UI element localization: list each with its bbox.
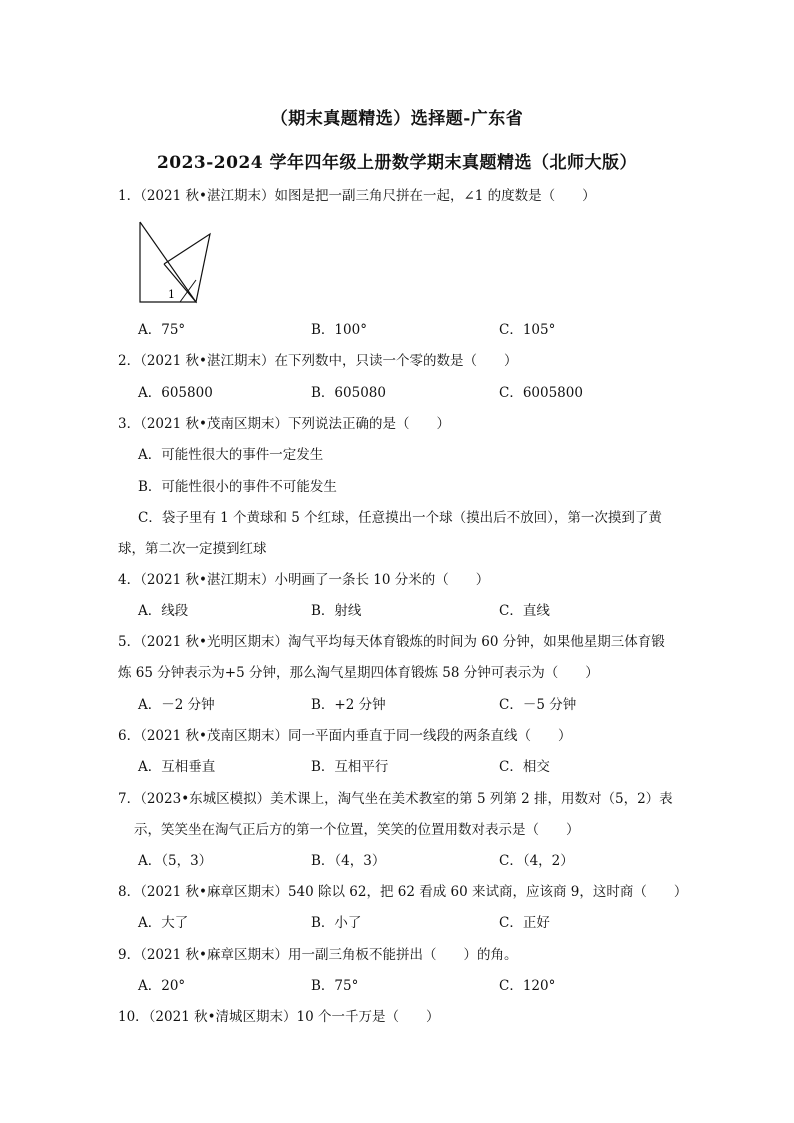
- q8-option-b: B．小了: [311, 915, 362, 931]
- q8-option-c: C．正好: [499, 915, 550, 931]
- q7-option-b: B．（4，3）: [311, 853, 386, 869]
- q9-option-c: C．120°: [499, 978, 556, 994]
- q3-option-b: B．可能性很小的事件不可能发生: [138, 479, 337, 495]
- q3-option-c-continued: 球，第二次一定摸到红球: [118, 541, 267, 557]
- q9-option-a: A．20°: [138, 978, 186, 994]
- question-2-text: 2．（2021 秋•湛江期末）在下列数中，只读一个零的数是（ ）: [118, 353, 518, 369]
- q1-option-b: B．100°: [311, 322, 367, 338]
- question-5-text-line2: 炼 65 分钟表示为+5 分钟，那么淘气星期四体育锻炼 58 分钟可表示为（ ）: [118, 665, 599, 681]
- q8-option-a: A．大了: [138, 915, 189, 931]
- q2-option-b: B．605080: [311, 385, 386, 401]
- question-5-text-line1: 5．（2021 秋•光明区期末）淘气平均每天体育锻炼的时间为 60 分钟，如果他星期三体育锻: [118, 634, 665, 650]
- q4-option-b: B．射线: [311, 603, 362, 619]
- q1-option-c: C．105°: [499, 322, 556, 338]
- q4-option-a: A．线段: [138, 603, 189, 619]
- document-title-line1: （期末真题精选）选择题-广东省: [270, 109, 524, 129]
- q4-option-c: C．直线: [499, 603, 550, 619]
- question-1-text: 1．（2021 秋•湛江期末）如图是把一副三角尺拼在一起，∠1 的度数是（ ）: [118, 188, 596, 204]
- question-3-text: 3．（2021 秋•茂南区期末）下列说法正确的是（ ）: [118, 416, 450, 432]
- q5-option-c: C．－5 分钟: [499, 697, 577, 713]
- q3-option-a: A．可能性很大的事件一定发生: [138, 447, 324, 463]
- question-7-text-line2: 示，笑笑坐在淘气正后方的第一个位置，笑笑的位置用数对表示是（ ）: [134, 822, 580, 838]
- q7-option-a: A．（5，3）: [138, 853, 213, 869]
- q2-option-a: A．605800: [138, 385, 213, 401]
- q6-option-c: C．相交: [499, 759, 550, 775]
- q1-option-a: A．75°: [138, 322, 186, 338]
- q2-option-c: C．6005800: [499, 385, 583, 401]
- question-9-text: 9．（2021 秋•麻章区期末）用一副三角板不能拼出（ ）的角。: [118, 947, 518, 963]
- question-8-text: 8．（2021 秋•麻章区期末）540 除以 62，把 62 看成 60 来试商，应该商 9，这时商（ ）: [118, 884, 688, 900]
- question-7-text-line1: 7．（2023•东城区模拟）美术课上，淘气坐在美术教室的第 5 列第 2 排，用数对（5，2）表: [118, 791, 673, 807]
- q5-option-b: B．+2 分钟: [311, 697, 386, 713]
- question-4-text: 4．（2021 秋•湛江期末）小明画了一条长 10 分米的（ ）: [118, 572, 490, 588]
- angle-1-label: 1: [168, 288, 175, 301]
- q6-option-a: A．互相垂直: [138, 759, 216, 775]
- q9-option-b: B．75°: [311, 978, 359, 994]
- document-title-line2: 2023-2024 学年四年级上册数学期末真题精选（北师大版）: [156, 153, 638, 173]
- q5-option-a: A．－2 分钟: [138, 697, 215, 713]
- q7-option-c: C．（4，2）: [499, 853, 574, 869]
- triangle-rulers-figure: [136, 216, 216, 306]
- q6-option-b: B．互相平行: [311, 759, 389, 775]
- question-10-text: 10．（2021 秋•清城区期末）10 个一千万是（ ）: [118, 1009, 440, 1025]
- question-6-text: 6．（2021 秋•茂南区期末）同一平面内垂直于同一线段的两条直线（ ）: [118, 728, 572, 744]
- q3-option-c: C．袋子里有 1 个黄球和 5 个红球，任意摸出一个球（摸出后不放回），第一次摸到了黄: [138, 510, 662, 526]
